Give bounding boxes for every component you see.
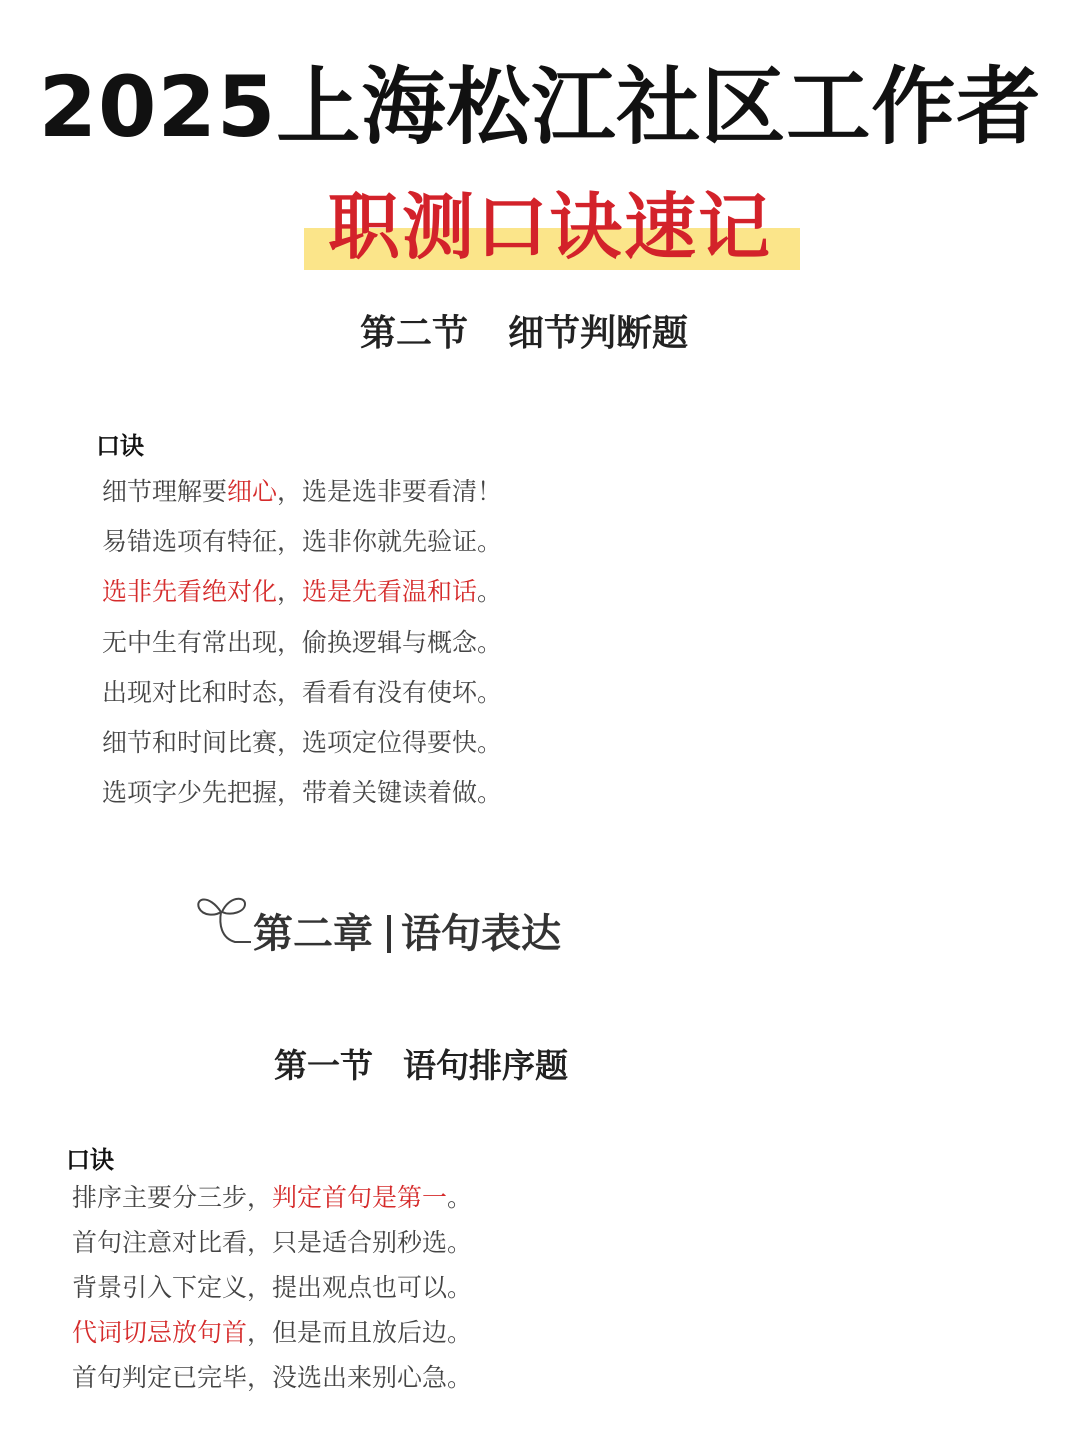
chapter-number: 第二章: [253, 911, 373, 957]
verse-text: 排序主要分三步，: [72, 1183, 273, 1212]
verse-text: 。: [477, 577, 503, 607]
verse-line: [72, 1265, 472, 1310]
chapter-divider: [387, 915, 391, 953]
chapter-heading: [195, 890, 615, 970]
section1-verse: [102, 467, 502, 818]
verse-text: 细节理解要: [102, 477, 228, 506]
sprout-icon: [195, 890, 253, 952]
verse-emphasis: 判定首句是第一: [272, 1183, 448, 1212]
verse-text: 选项字少先把握，带着关键读着做。: [102, 778, 503, 808]
verse-line: [102, 467, 502, 517]
verse-line: [102, 567, 502, 617]
section2-verse: [72, 1175, 472, 1400]
verse-emphasis: 选是先看温和话: [302, 577, 478, 607]
section1-heading: [360, 310, 688, 358]
verse-text: 背景引入下定义，提出观点也可以。: [72, 1273, 473, 1302]
verse-text: ，: [277, 577, 303, 607]
section1-name: 细节判断题: [508, 313, 689, 354]
chapter-title: [253, 906, 561, 962]
verse-text: 细节和时间比赛，选项定位得要快。: [102, 727, 503, 757]
verse-emphasis: 细心: [227, 477, 278, 506]
section2-heading: [274, 1042, 568, 1090]
section2-koujue-label: 口诀: [66, 1146, 114, 1174]
verse-line: [102, 668, 502, 718]
verse-line: [102, 517, 502, 567]
subtitle-block: [300, 180, 800, 275]
verse-text: ，选是选非要看清！: [277, 477, 503, 506]
verse-text: 首句判定已完毕，没选出来别心急。: [72, 1363, 473, 1392]
verse-line: [72, 1220, 472, 1265]
section1-koujue-label: 口诀: [96, 432, 144, 460]
verse-emphasis: 代词切忌放句首: [72, 1318, 248, 1347]
verse-line: [102, 618, 502, 668]
verse-text: ，但是而且放后边。: [247, 1318, 473, 1347]
verse-line: [72, 1355, 472, 1400]
verse-line: [72, 1310, 472, 1355]
section2-name: 语句排序题: [403, 1046, 568, 1085]
verse-text: 无中生有常出现，偷换逻辑与概念。: [102, 627, 503, 657]
verse-line: [102, 768, 502, 818]
page-title: 2025上海松江社区工作者: [38, 58, 1042, 156]
verse-emphasis: 选非先看绝对化: [102, 577, 278, 607]
verse-text: 易错选项有特征，选非你就先验证。: [102, 527, 503, 557]
verse-text: 首句注意对比看，只是适合别秒选。: [72, 1228, 473, 1257]
verse-text: 。: [447, 1183, 473, 1212]
chapter-name: 语句表达: [401, 911, 561, 957]
section1-number: 第二节: [360, 313, 469, 354]
subtitle: 职测口诀速记: [327, 185, 772, 269]
verse-line: [102, 718, 502, 768]
verse-line: [72, 1175, 472, 1220]
verse-text: 出现对比和时态，看看有没有使坏。: [102, 677, 503, 707]
section2-number: 第一节: [274, 1046, 373, 1085]
